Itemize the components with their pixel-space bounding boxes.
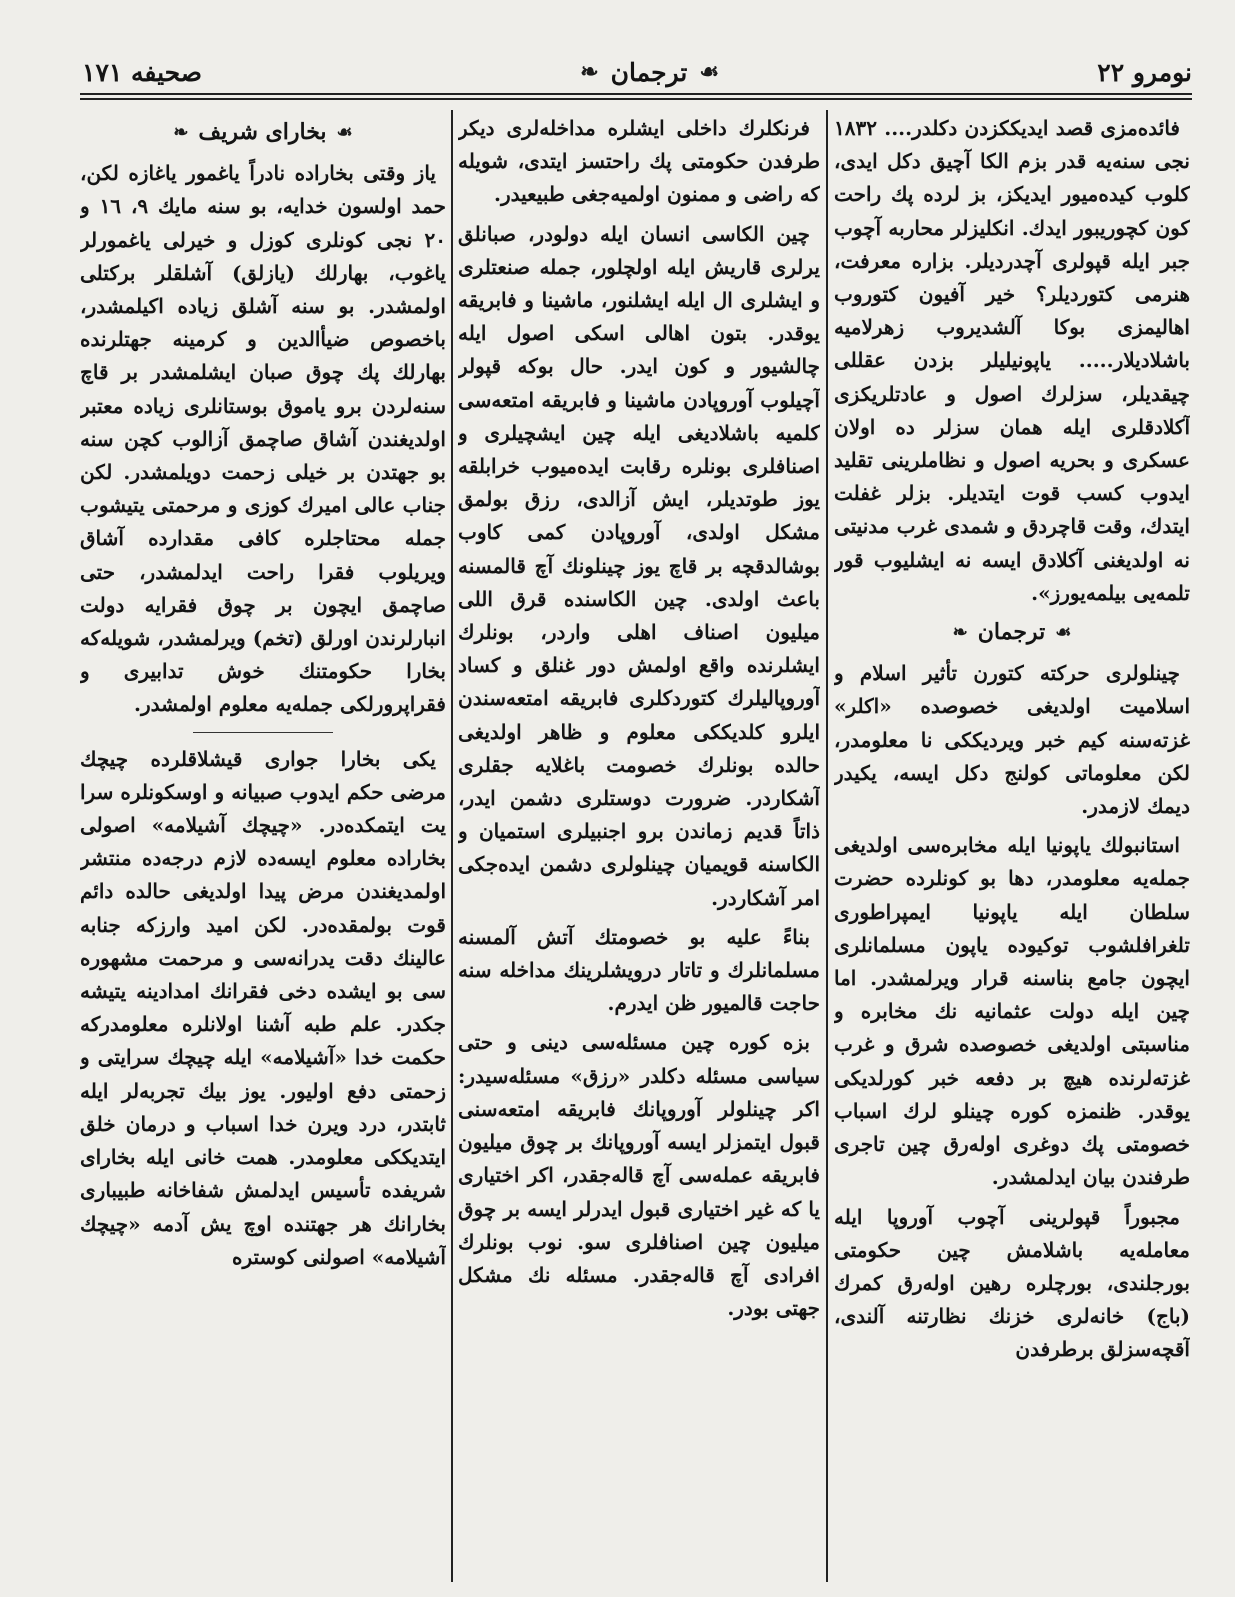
newspaper-title: ترجمان [610, 57, 688, 87]
column-left [80, 112, 446, 1582]
column-divider [826, 110, 828, 1582]
section-heading-text: ترجمان [977, 619, 1046, 646]
paragraph: فائده‌مزی قصد ایدیککزدن دکلدر.... ١٨٣٢ نجی سنه‌یه قدر بزم الکا آچیق دکل ایدی، کلوب کیده‌میور ایدیکز، بز لرده پك راحت کون کچوریبور ایدك. انکلیزلر محاربه آچوب جبر ایله قپولری آچدردیلر. بزاره معرفت، هنرمی کتوردیلر؟ خیر آفیون کتوروب اهالیمزی بوکا آلشدیروب زهرلامیه باشلادیلار..... یاپونیلیلر بزدن عقللی چیقدیلر، سزلرك اصول و عادتلریکزی آکلادقلری ایله همان سزلر ده اولان عسکری و بحریه اصول و نظاملرینی تقلید ایدوب کسب قوت ایتدیلر. بزلر غفلت ایتدك، وقت قاچردق و شمدی غرب مدنیتی نه اولدیغنی آکلادق ایسه نه ایشلیوب قور تلمه‌یی بیلمه‌یورز». [834, 116, 1190, 605]
issue-number: نومرو ٢٢ [1097, 57, 1192, 87]
masthead-title-group [580, 58, 719, 87]
ornament-icon: ❧ [952, 622, 968, 644]
paragraph: بناءً علیه بو خصومتك آتش آلمسنه مسلمانلرك و تاتار درویشلرینك مداخله سنه حاجت قالمیور ظن ایدرم. [458, 924, 820, 1016]
page-number: صحیفه ١٧١ [82, 57, 202, 87]
section-heading [80, 116, 446, 149]
paragraph: یاز وقتی بخاراده نادراً یاغمور یاغازه لکن، حمد اولسون خدایه، بو سنه مایك ٩، ١٦ و ٢٠ نجی کونلری کوزل و خیرلی یاغمورلر یاغوب، بهارلك (یازلق) آشلقلر برکتلی اولمشدر. بو سنه آشلق زیاده اکیلمشدر، باخصوص ضیأالدین و کرمینه جهتلرنده بهارلك پك چوق صبان ایشلمشدر بر قاچ سنه‌لردن برو یاموق بوستانلری زیاده معتبر اولدیغندن آشاق صاچمق آزالوب کچن سنه بو جهتدن بر خیلی زحمت دویلمشدر. لکن جناب عالی امیرك کوزی و مرحمتی یتیشوب جمله محتاجلره کافی مقدارده آشاق ویریلوب فقرا راحت ایدلمشدر، حتی صاچمق ایچون بر چوق فقرایه دولت انبارلرندن اورلق (تخم) ویرلمشدر، شویله‌که بخارا حکومتنك خوش تدابیری و فقراپرورلکی جمله‌یه معلوم اولمشدر. [80, 161, 446, 717]
section-heading [834, 616, 1190, 649]
ornament-icon: ☙ [336, 122, 353, 143]
paragraph: چین الکاسی انسان ایله دولودر، صبانلق یرلری قاریش ایله اولچلور، جمله صنعتلری و ایشلری ال ایله ایشلنور، ماشینا و فابریقه یوقدر. بتون اهالی اسکی اصول ایله چالشیور و کون ایدر. حال بوکه قپولر آچیلوب آوروپادن ماشینا و فابریقه امتعه‌سی کلمیه باشلادیغی ایله چین ایشچیلری و اصنافلری بونلره رقابت ایده‌میوب خرابلقه یوز طوتدیلر، ایش آزالدی، رزق بولمق مشکل اولدی، آوروپادن کمی کاوب بوشالدقچه بر قاچ یوز چینلونك آچ قالمسنه باعث اولدی. چین الکاسنده قرق اللی میلیون اصناف اهلی واردر، بونلرك ایشلرنده واقع اولمش دور غنلق و کساد آوروپالیلرك کتوردکلری فابریقه امتعه‌سندن ایلرو کلدیککی معلوم و ظاهر اولدیغی حالده بونلرك خصومت باغلایه جقلری آشکاردر. ضرورت دوستلری دشمن ایدر، ذاتاً قدیم زماندن برو اجنبیلری استمیان و الکاسنه قویمیان چینلولری دشمن ایده‌جکی امر آشکاردر. [458, 221, 820, 910]
column-divider [451, 110, 453, 1582]
paragraph: یکی بخارا جواری قیشلاقلرده چیچك مرضی حکم ایدوب صبیانه و اوسکونلره سرا یت ایتمکده‌در. «چیچك آشیلامه» اصولی بخاراده معلوم ایسه‌ده لازم درجه‌ده منتشر اولمدیغندن مرض پیدا اولدیغی حالده دائم قوت بولمقده‌در. لکن امید وارزکه جنابه عالینك دقت یدرانه‌سی و مرحمت مشهوره سی بو ایشده دخی فقرانك امدادینه یتیشه جکدر. علم طبه آشنا اولانلره معلومدرکه حکمت خدا «آشیلامه» ایله چیچك سرایتی و زحمتی دفع اولیور. یوز بیك تجربه‌لر ایله ثابتدر، درد ویرن خدا اسباب و درمان خلق ایتدیککی معلومدر. همت خانی ایله بخارای شریفده تأسیس ایدلمش شفاخانه طبیباری بخارانك هر جهتنده اوچ یش آدمه «چیچك آشیلامه» اصولنی کوستره [80, 746, 446, 1269]
column-right [834, 112, 1190, 1582]
ornament-icon: ❧ [173, 122, 189, 143]
ornament-icon: ☙ [1055, 622, 1072, 644]
paragraph: بزه کوره چین مسئله‌سی دینی و حتی سیاسی مسئله دکلدر «رزق» مسئله‌سیدر: اکر چینلولر آوروپانك فابریقه امتعه‌سنی قبول ایتمزلر ایسه آوروپانك بر چوق میلیون فابریقه عمله‌سی آچ قاله‌جقدر، اکر اختیاری یا که غیر اختیاری قبول ایدرلر ایسه بر چوق میلیون چین اصنافلری سو. نوب بونلرك افرادی آچ قاله‌جقدر. مسئله نك مشکل جهتی بودر. [458, 1030, 820, 1321]
paragraph: فرنکلرك داخلی ایشلره مداخله‌لری دیکر طرفدن حکومتی پك راحتسز ایتدی، شویله که راضی و ممنون اولمیه‌جغی طبیعیدر. [458, 116, 820, 207]
paragraph: چینلولری حرکته کتورن تأثیر اسلام و اسلامیت اولدیغی خصوصده «اکلر» غزته‌سنه کیم خبر ویردیککی نا معلومدر، لکن معلوماتی کولنج دکل ایسه، یکیدر دیمك لازمدر. [834, 661, 1190, 819]
ornament-icon: ❧ [580, 59, 599, 85]
header-rule [80, 93, 1192, 100]
section-divider [193, 732, 333, 733]
ornament-icon: ☙ [699, 59, 720, 85]
paragraph: استانبولك یاپونیا ایله مخابره‌سی اولدیغی جمله‌یه معلومدر، دها بو کونلرده حضرت سلطان ایله یاپونیا ایمپراطوری تلغرافلشوب توکیوده یاپون مسلمانلری ایچون جامع بناسنه قرار ویرلمشدر. اما چین ایله دولت عثمانیه نك مخابره و مناسبتی اولدیغی خصوصده شرق و غرب غزته‌لرنده هیچ بر دفعه خبر کورلدیکی یوقدر. ظنمزه کوره چینلو لرك اسباب خصومتی پك دوغری اوله‌رق چین تاجری طرفندن بیان ایدلمشدر. [834, 833, 1190, 1190]
section-heading-text: بخارای شریف [198, 119, 327, 145]
column-middle [458, 112, 820, 1582]
masthead [82, 48, 1192, 96]
paragraph: مجبوراً قپولرینی آچوب آوروپا ایله معامله‌یه باشلامش چین حکومتی بورجلندی، بورچلره رهین اوله‌رق کمرك (باج) خانه‌لری خزنك نظارتنه آلندی، آقچه‌سزلق برطرفدن [834, 1204, 1190, 1362]
